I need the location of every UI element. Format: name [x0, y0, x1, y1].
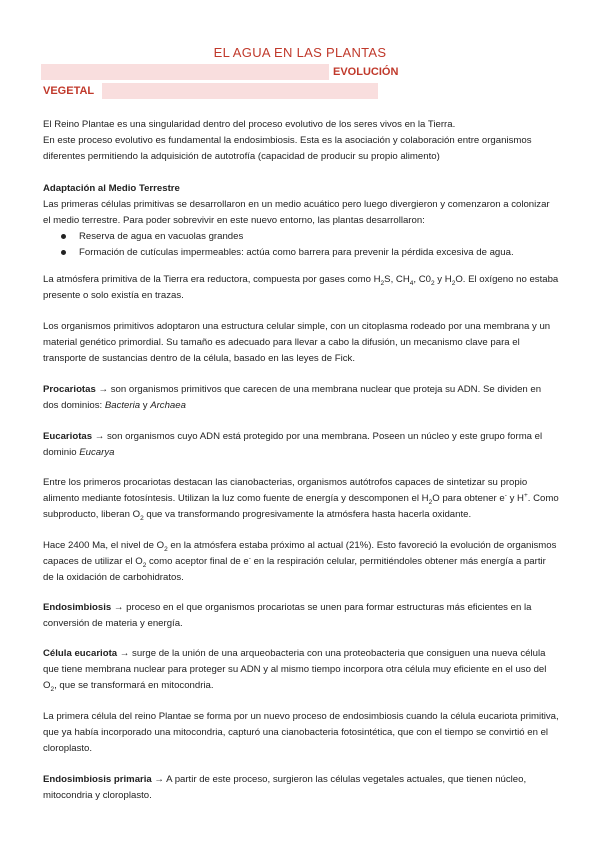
eucariotas-paragraph: Eucariotas → son organismos cuyo ADN está protegido por una membrana. Poseen un núcleo y este grupo forma el dominio Eucarya — [43, 431, 543, 458]
term-endosimbiosis-primaria: Endosimbiosis primaria — [43, 774, 152, 785]
cianobacterias-paragraph: Entre los primeros procariotas destacan las cianobacterias, organismos autótrofos capaces de sintetizar su propio alimento mediante fotosíntesis. Utilizan la luz como fuente de energía y descomponen el $H_2O$ para obtener e- y H+. Como subproducto, liberan $O_2$ que va transformando progresivamente la atmósfera hasta hacerla oxidante. — [43, 477, 559, 522]
adaptacion-section — [43, 181, 559, 261]
term-endosimbiosis: Endosimbiosis — [43, 602, 112, 613]
intro-paragraph — [43, 117, 559, 165]
title-highlight-bar — [41, 64, 329, 80]
page-title: EL AGUA EN LAS PLANTAS — [213, 45, 387, 60]
subtitle-evolucion: EVOLUCIÓN — [333, 66, 399, 78]
atmosfera-paragraph: La atmósfera primitiva de la Tierra era reductora, compuesta por gases como $H_2S$, $CH_4$, $C0_2$ y $H_2O$. El oxígeno no estaba presente o solo existía en trazas. — [43, 274, 559, 301]
primera-celula-paragraph: La primera célula del reino Plantae se forma por un nuevo proceso de endosimbiosis cuando la célula eucariota primitiva, que ya había incorporado una mitocondria, capturó una cianobacteria fotosintética, que con el tiempo se convirtió en el cloroplasto. — [43, 711, 559, 754]
term-celula-eucariota: Célula eucariota — [43, 648, 118, 659]
procariotas-paragraph: Procariotas → son organismos primitivos que carecen de una membrana nuclear que proteja su ADN. Se dividen en dos dominios: Bacteria y Archaea — [43, 384, 542, 411]
list-item: Reserva de agua en vacuolas grandes — [43, 229, 559, 245]
organismos-paragraph: Los organismos primitivos adoptaron una estructura celular simple, con un citoplasma rodeado por una membrana y un material genético primordial. Su tamaño es adecuado para llevar a cabo la difusión, un mecanismo clave para el transporte de sustancias dentro de la célula, basado en las leyes de Fick. — [43, 321, 551, 364]
list-item: Formación de cutículas impermeables: actúa como barrera para prevenir la pérdida excesiva de agua. — [43, 245, 559, 261]
celula-eucariota-paragraph: Célula eucariota → surge de la unión de una arqueobacteria con una proteobacteria que consiguen una nueva célula que tiene membrana nuclear para proteger su ADN y al mismo tiempo incorpora otra célula muy eficiente en el uso del $O_2$, que se transformará en mitocondria. — [43, 648, 547, 693]
hace2400-paragraph: Hace 2400 Ma, el nivel de $O_2$ en la atmósfera estaba próximo al actual (21%). Esto favoreció la evolución de organismos capaces de utilizar el $O_2$ como aceptor final de e- en la respiración celular, permitiéndoles obtener más energía a partir de la oxidación de carbohidratos. — [43, 540, 557, 583]
intro-line-2: En este proceso evolutivo es fundamental la endosimbiosis. Esta es la asociación y colaboración entre organismos diferentes permitiendo la adquisición de autotrofía (capacidad de producir su propio alimento) — [43, 135, 532, 162]
endosimbiosis-paragraph: Endosimbiosis → proceso en el que organismos procariotas se unen para formar estructuras más eficientes en la conversión de materia y energía. — [43, 602, 532, 629]
title-highlight-bar — [102, 83, 378, 99]
section-heading: Adaptación al Medio Terrestre — [43, 183, 180, 194]
adaptacion-text: Las primeras células primitivas se desarrollaron en un medio acuático pero luego divergieron y comenzaron a colonizar el medio terrestre. Para poder sobrevivir en este nuevo entorno, las plantas desarrollaron: — [43, 199, 550, 226]
adaptacion-bullet-list — [43, 229, 559, 261]
subtitle-vegetal: VEGETAL — [43, 85, 95, 97]
term-eucariotas: Eucariotas — [43, 431, 93, 442]
intro-line-1: El Reino Plantae es una singularidad dentro del proceso evolutivo de los seres vivos en la Tierra. — [43, 119, 456, 130]
endosimbiosis-primaria-paragraph: Endosimbiosis primaria → A partir de este proceso, surgieron las células vegetales actuales, que tienen núcleo, mitocondria y cloroplasto. — [43, 774, 527, 801]
term-procariotas: Procariotas — [43, 384, 96, 395]
